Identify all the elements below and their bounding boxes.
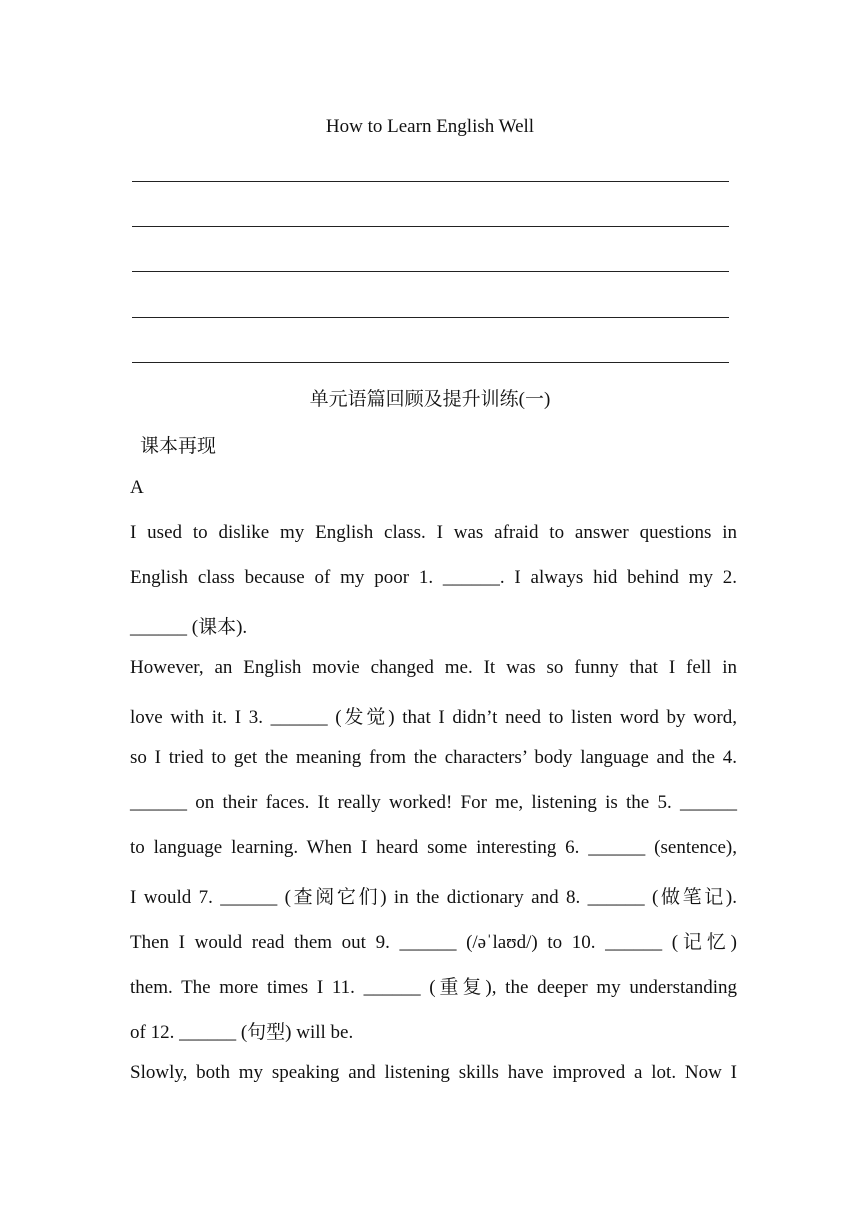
passage-line: ______ on their faces. It really worked! For me, listening is the 5. ______ <box>130 792 737 813</box>
passage-line: I used to dislike my English class. I was afraid to answer questions in <box>130 522 737 543</box>
writing-title: How to Learn English Well <box>325 116 535 137</box>
passage-line: However, an English movie changed me. It was so funny that I fell in <box>130 657 737 678</box>
passage-line: I would 7. ______ (查阅它们) in the dictionary and 8. ______ (做笔记). <box>130 887 737 908</box>
writing-line-5 <box>132 362 729 363</box>
writing-line-1 <box>132 181 729 182</box>
passage-line: them. The more times I 11. ______ (重复), the deeper my understanding <box>130 977 737 998</box>
section-title: 单元语篇回顾及提升训练(一) <box>309 389 551 410</box>
passage-line: to language learning. When I heard some interesting 6. ______ (sentence), <box>130 837 737 858</box>
passage-line: Slowly, both my speaking and listening skills have improved a lot. Now I <box>130 1062 737 1083</box>
part-label: A <box>130 477 144 498</box>
writing-line-4 <box>132 317 729 318</box>
passage-line: of 12. ______ (句型) will be. <box>130 1022 354 1043</box>
writing-line-3 <box>132 271 729 272</box>
passage-line: so I tried to get the meaning from the characters’ body language and the 4. <box>130 747 737 768</box>
subheading: 课本再现 <box>140 436 217 457</box>
writing-line-2 <box>132 226 729 227</box>
passage-line: ______ (课本). <box>130 617 248 638</box>
passage-line: English class because of my poor 1. ______. I always hid behind my 2. <box>130 567 737 588</box>
passage-line: Then I would read them out 9. ______ (/əˈlaʊd/) to 10. ______ (记忆) <box>130 932 737 953</box>
passage-line: love with it. I 3. ______ (发觉) that I didn’t need to listen word by word, <box>130 707 737 728</box>
